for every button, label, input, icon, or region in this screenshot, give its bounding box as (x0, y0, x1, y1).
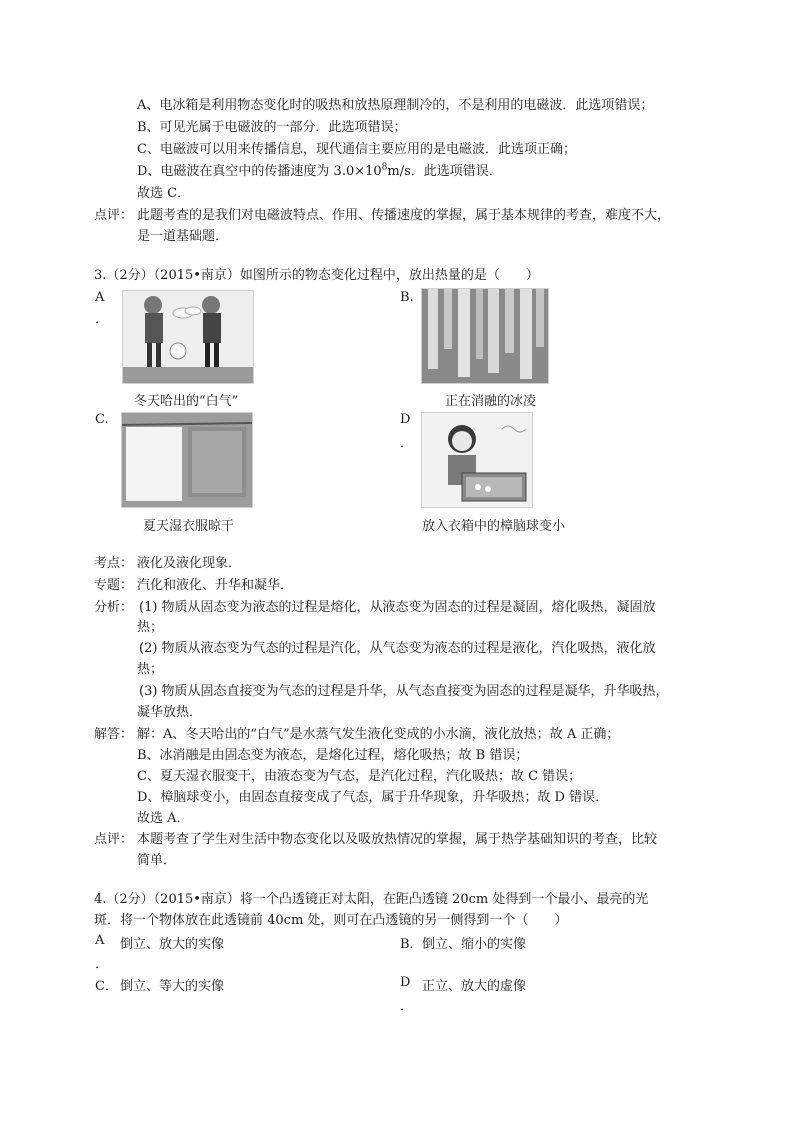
q3-fenxi-2b: 热； (137, 662, 164, 677)
q3-image-c-drying-clothes (121, 412, 253, 508)
q3-fenxi-1b: 热； (137, 620, 164, 635)
prev-comment-label: 点评： (94, 208, 134, 223)
q3-kaodian: 液化及液化现象． (137, 556, 242, 571)
q4-option-b-letter: B． (400, 937, 423, 952)
q3-fenxi-3a: (3) 物质从固态直接变为气态的过程是升华，从气态直接变为固态的过程是凝华，升华吸热， (139, 684, 669, 699)
children-breath-illustration (123, 291, 253, 383)
prev-option-d-analysis (137, 164, 502, 180)
q3-image-a-breath-fog (122, 290, 254, 384)
q4-option-c-text: 倒立、等大的实像 (120, 979, 225, 994)
q3-pingjia-2: 简单． (137, 853, 177, 868)
q4-option-a-letter: A (95, 933, 105, 948)
prev-option-d-text-end: m/s．此选项错误． (387, 164, 502, 179)
q3-image-d-mothballs (421, 412, 533, 508)
clothes-drying-photo (122, 413, 252, 507)
q4-option-a-text: 倒立、放大的实像 (120, 937, 225, 952)
prev-option-d-exponent: 8 (381, 162, 388, 173)
q3-caption-b: 正在消融的冰凌 (445, 394, 537, 409)
prev-option-c-analysis: C、电磁波可以用来传播信息，现代通信主要应用的是电磁波．此选项正确； (137, 142, 576, 157)
q3-option-d-dot: ． (400, 436, 414, 451)
q3-jieda-c: C、夏天湿衣服变干，由液态变为气态，是汽化过程，汽化吸热；故 C 错误； (137, 769, 582, 784)
q3-caption-a: 冬天哈出的“白气” (134, 394, 239, 409)
icicles-photo (422, 289, 548, 383)
q4-option-d-letter: D (400, 975, 411, 990)
q3-answer-choice: 故选 A． (137, 811, 190, 826)
q3-image-b-icicles (421, 288, 549, 384)
q3-caption-d: 放入衣箱中的樟脑球变小 (422, 519, 566, 534)
q3-zhuanti-label: 专题： (94, 578, 134, 593)
q4-option-d-text: 正立、放大的虚像 (422, 979, 527, 994)
prev-answer-choice: 故选 C． (137, 186, 191, 201)
q3-jieda-label: 解答： (94, 727, 134, 742)
prev-comment-line-1: 此题考查的是我们对电磁波特点、作用、传播速度的掌握，属于基本规律的考查，难度不大， (137, 208, 671, 223)
prev-option-a-analysis: A、电冰箱是利用物态变化时的吸热和放热原理制冷的，不是利用的电磁波．此选项错误； (137, 98, 654, 113)
q3-fenxi-3b: 凝华放热． (137, 705, 203, 720)
q4-option-c-letter: C． (95, 979, 118, 994)
q3-pingjia-1: 本题考查了学生对生活中物态变化以及吸放热情况的掌握，属于热学基础知识的考查，比较 (137, 832, 658, 847)
girl-suitcase-illustration (422, 413, 532, 507)
prev-comment-line-2: 是一道基础题． (137, 229, 229, 244)
q3-fenxi-label: 分析： (94, 600, 134, 615)
q3-jieda-d: D、樟脑球变小，由固态直接变成了气态，属于升华现象，升华吸热；故 D 错误． (137, 790, 609, 805)
q3-option-a-dot: ． (95, 312, 109, 327)
q4-stem-line-1: 4.（2分）（2015•南京）将一个凸透镜正对太阳，在距凸透镜 20cm 处得到一个最小、最亮的光 (94, 892, 649, 907)
q4-option-b-text: 倒立、缩小的实像 (422, 937, 527, 952)
q3-jieda-a: 解：A、冬天哈出的“白气”是水蒸气发生液化变成的小水滴，液化放热；故 A 正确； (137, 727, 620, 742)
q4-option-a-dot: ． (95, 957, 109, 972)
q3-option-b-letter: B. (400, 290, 414, 305)
q4-option-d-dot: ． (400, 999, 414, 1014)
q3-pingjia-label: 点评： (94, 832, 134, 847)
q4-stem-line-2: 斑．将一个物体放在此透镜前 40cm 处，则可在凸透镜的另一侧得到一个（ ） (94, 913, 568, 928)
prev-option-b-analysis: B、可见光属于电磁波的一部分．此选项错误； (137, 120, 407, 135)
q3-fenxi-1a: (1) 物质从固态变为液态的过程是熔化，从液态变为固态的过程是凝固，熔化吸热，凝固放 (139, 600, 656, 615)
q3-caption-c: 夏天湿衣服晾干 (143, 519, 235, 534)
q3-option-d-letter: D (400, 412, 411, 427)
prev-option-d-text: D、电磁波在真空中的传播速度为 3.0×10 (137, 164, 382, 179)
q3-stem: 3.（2分）（2015•南京）如图所示的物态变化过程中，放出热量的是（ ） (94, 268, 539, 283)
q3-fenxi-2a: (2) 物质从液态变为气态的过程是汽化，从气态变为液态的过程是液化，汽化吸热，液化放 (139, 641, 656, 656)
q3-zhuanti: 汽化和液化、升华和凝华． (137, 578, 294, 593)
q3-jieda-b: B、冰消融是由固态变为液态，是熔化过程，熔化吸热；故 B 错误； (137, 748, 529, 763)
q3-option-c-letter: C. (95, 412, 109, 427)
q3-option-a-letter: A (95, 290, 105, 305)
q3-kaodian-label: 考点： (94, 556, 134, 571)
